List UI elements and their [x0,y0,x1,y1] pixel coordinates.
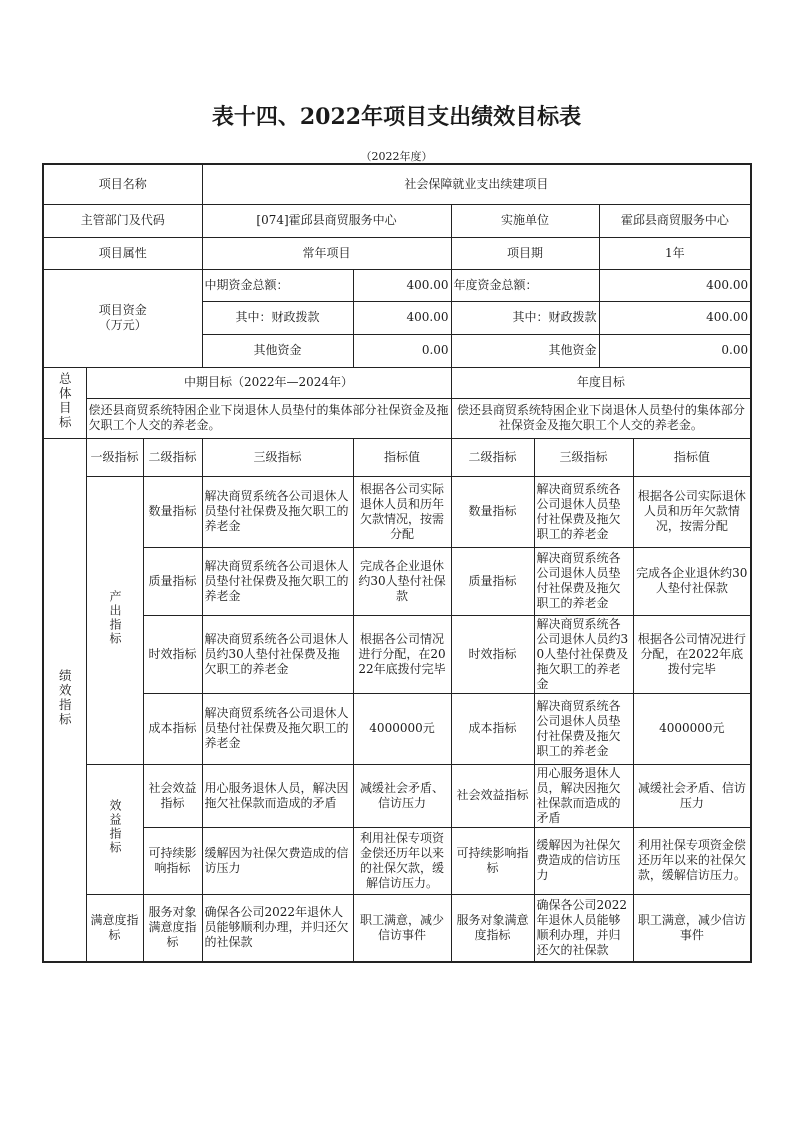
value-cell: 根据各公司实际退休人员和历年欠款情况，按需分配 [353,476,451,547]
value-annual-cell: 根据各公司实际退休人员和历年欠款情况，按需分配 [633,476,751,547]
fiscal-year: （2022年度） [360,150,433,163]
mid-goal-text: 偿还县商贸系统特困企业下岗退休人员垫付的集体部分社保资金及拖欠职工个人交的养老金。 [86,398,451,438]
level2-cell: 成本指标 [143,693,202,764]
value-cell: 完成各企业退休约30人垫付社保款 [353,547,451,615]
level3-cell: 缓解因为社保欠费造成的信访压力 [202,827,353,894]
funds-label [43,269,202,367]
year-fiscal-value: 400.00 [599,301,751,334]
funds-label-line2: （万元） [98,318,147,332]
period-label: 项目期 [451,237,599,269]
mid-other-value: 0.00 [353,334,451,367]
header-level3: 三级指标 [202,438,353,476]
year-total-value: 400.00 [599,269,751,301]
indicator-header-row [43,438,751,476]
value-annual-cell: 减缓社会矛盾、信访压力 [633,764,751,827]
value-annual-cell: 4000000元 [633,693,751,764]
indicator-row [43,894,751,962]
impl-unit-value: 霍邱县商贸服务中心 [599,204,751,237]
level3-annual-cell: 解决商贸系统各公司退休人员约30人垫付社保费及拖欠职工的养老金 [534,615,633,693]
indicator-row [43,764,751,827]
funds-label-line1: 项目资金 [98,303,147,317]
value-annual-cell: 根据各公司情况进行分配，在2022年底拨付完毕 [633,615,751,693]
level2-cell: 质量指标 [143,547,202,615]
header-value: 指标值 [353,438,451,476]
period-value: 1年 [599,237,751,269]
level3-annual-cell: 用心服务退休人员，解决因拖欠社保款而造成的矛盾 [534,764,633,827]
level1-output-text: 产出指标 [108,590,122,646]
mid-total-value: 400.00 [353,269,451,301]
value-annual-cell: 利用社保专项资金偿还历年以来的社保欠款，缓解信访压力。 [633,827,751,894]
level3-cell: 确保各公司2022年退休人员能够顺利办理，并归还欠的社保款 [202,894,353,962]
year-other-label: 其他资金 [451,334,599,367]
header-level2: 二级指标 [143,438,202,476]
mid-fiscal-label: 其中：财政拨款 [202,301,353,334]
goals-text-row [43,398,751,438]
indicator-row [43,615,751,693]
level1-satisfaction: 满意度指标 [86,894,143,962]
level3-cell: 解决商贸系统各公司退休人员约30人垫付社保费及拖欠职工的养老金 [202,615,353,693]
level2-cell: 社会效益指标 [143,764,202,827]
mid-other-label: 其他资金 [202,334,353,367]
dept-label: 主管部门及代码 [43,204,202,237]
mid-goal-header: 中期目标（2022年—2024年） [86,367,451,398]
level2-annual-cell: 数量指标 [451,476,534,547]
performance-target-table [42,163,752,963]
value-cell: 减缓社会矛盾、信访压力 [353,764,451,827]
level3-annual-cell: 解决商贸系统各公司退休人员垫付社保费及拖欠职工的养老金 [534,476,633,547]
impl-unit-label: 实施单位 [451,204,599,237]
level2-annual-cell: 可持续影响指标 [451,827,534,894]
dept-value: [074]霍邱县商贸服务中心 [202,204,451,237]
project-name-row [43,164,751,204]
level3-cell: 用心服务退休人员，解决因拖欠社保款而造成的矛盾 [202,764,353,827]
project-name-value: 社会保障就业支出续建项目 [202,164,751,204]
overall-goals-text: 总体目标 [57,372,73,430]
level2-annual-cell: 时效指标 [451,615,534,693]
attr-value: 常年项目 [202,237,451,269]
dept-row [43,204,751,237]
year-fiscal-label: 其中：财政拨款 [451,301,599,334]
value-cell: 利用社保专项资金偿还历年以来的社保欠款，缓解信访压力。 [353,827,451,894]
level2-annual-cell: 质量指标 [451,547,534,615]
year-total-label: 年度资金总额： [451,269,599,301]
level3-cell: 解决商贸系统各公司退休人员垫付社保费及拖欠职工的养老金 [202,476,353,547]
level3-annual-cell: 缓解因为社保欠费造成的信访压力 [534,827,633,894]
value-cell: 4000000元 [353,693,451,764]
performance-indicators-text: 绩效指标 [57,669,73,728]
overall-goals-label [43,367,86,438]
value-cell: 职工满意，减少信访事件 [353,894,451,962]
level3-annual-cell: 确保各公司2022年退休人员能够顺利办理，并归还欠的社保款 [534,894,633,962]
value-annual-cell: 完成各企业退休约30人垫付社保款 [633,547,751,615]
page-title: 表十四、2022年项目支出绩效目标表 [211,104,582,130]
level2-annual-cell: 社会效益指标 [451,764,534,827]
level3-annual-cell: 解决商贸系统各公司退休人员垫付社保费及拖欠职工的养老金 [534,693,633,764]
level2-cell: 服务对象满意度指标 [143,894,202,962]
header-value-annual: 指标值 [633,438,751,476]
funds-row-total [43,269,751,301]
level2-cell: 可持续影响指标 [143,827,202,894]
indicator-row [43,476,751,547]
year-goal-text: 偿还县商贸系统特困企业下岗退休人员垫付的集体部分社保资金及拖欠职工个人交的养老金。 [451,398,751,438]
level2-annual-cell: 服务对象满意度指标 [451,894,534,962]
level1-benefit-text: 效益指标 [108,799,122,855]
header-level2-annual: 二级指标 [451,438,534,476]
mid-total-label: 中期资金总额： [202,269,353,301]
level3-cell: 解决商贸系统各公司退休人员垫付社保费及拖欠职工的养老金 [202,547,353,615]
level1-output [86,476,143,764]
performance-indicators-label [43,438,86,962]
level2-cell: 数量指标 [143,476,202,547]
indicator-row [43,693,751,764]
level3-annual-cell: 解决商贸系统各公司退休人员垫付社保费及拖欠职工的养老金 [534,547,633,615]
level2-cell: 时效指标 [143,615,202,693]
attr-row [43,237,751,269]
indicator-row [43,827,751,894]
goals-header-row [43,367,751,398]
header-level1: 一级指标 [86,438,143,476]
year-other-value: 0.00 [599,334,751,367]
mid-fiscal-value: 400.00 [353,301,451,334]
value-cell: 根据各公司情况进行分配，在2022年底拨付完毕 [353,615,451,693]
year-goal-header: 年度目标 [451,367,751,398]
value-annual-cell: 职工满意，减少信访事件 [633,894,751,962]
level1-benefit [86,764,143,894]
level2-annual-cell: 成本指标 [451,693,534,764]
project-name-label: 项目名称 [43,164,202,204]
attr-label: 项目属性 [43,237,202,269]
indicator-row [43,547,751,615]
level3-cell: 解决商贸系统各公司退休人员垫付社保费及拖欠职工的养老金 [202,693,353,764]
header-level3-annual: 三级指标 [534,438,633,476]
